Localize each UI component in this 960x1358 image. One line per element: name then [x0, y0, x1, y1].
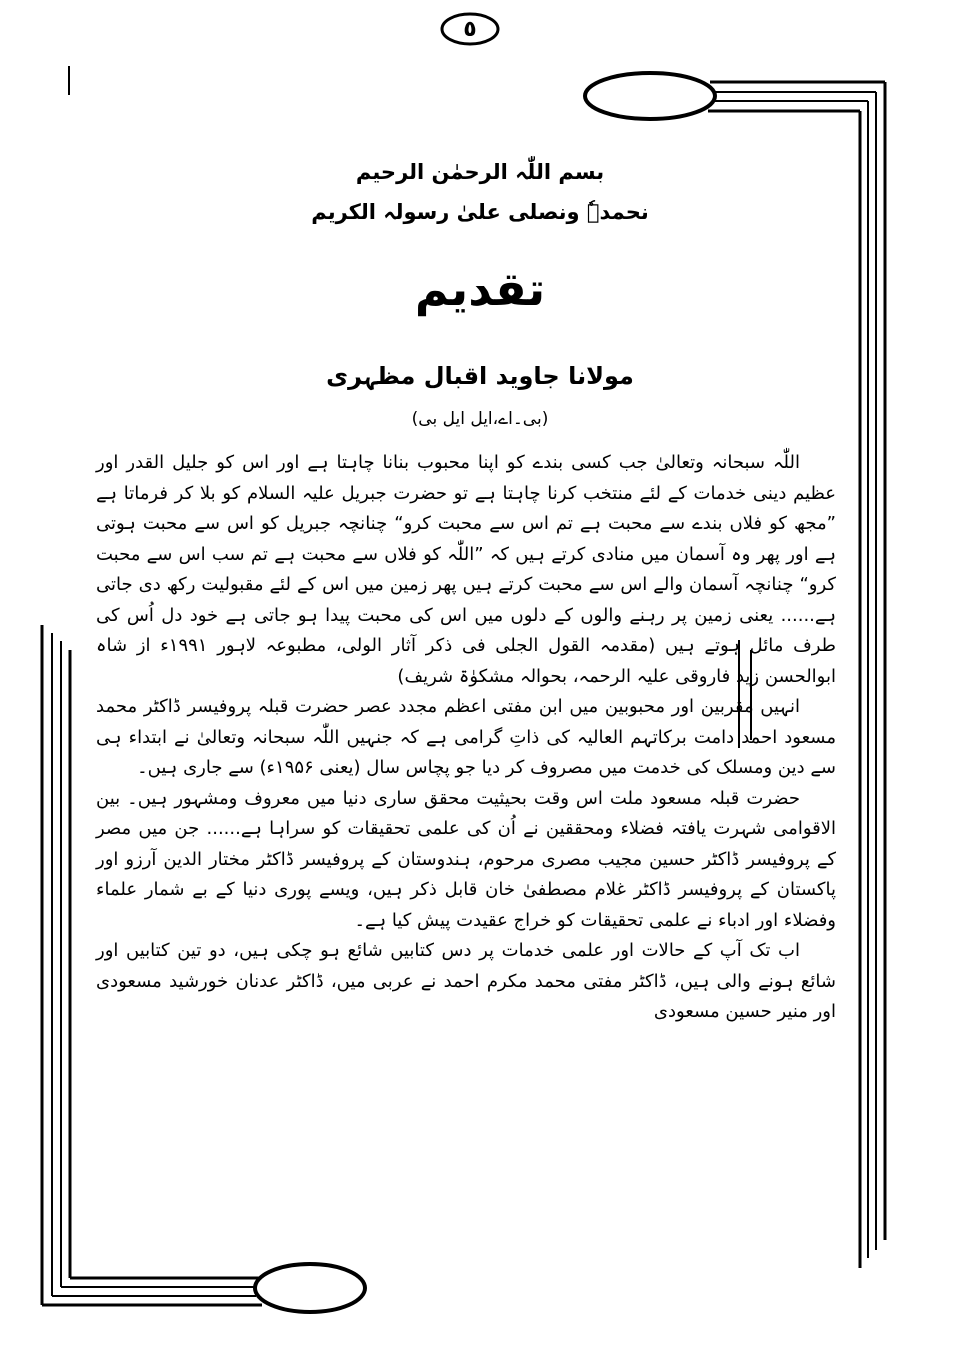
- bismillah-line: بسم اللّٰہ الرحمٰن الرحیم: [355, 160, 605, 184]
- page-title: تقدیم: [414, 262, 546, 316]
- author-name: مولانا جاوید اقبال مظہری: [326, 362, 634, 390]
- paragraph: انہیں مقربین اور محبوبین میں ابن مفتی اعظم مجدد عصر حضرت قبلہ پروفیسر ڈاکٹر محمد مسعود احمد دامت برکاتہم العالیہ کی ذاتِ گرامی ہے کہ جنہیں اللّٰہ سبحانہ وتعالیٰ نے ابتداء ہی سے دین ومسلک کی خدمت میں مصروف کر دیا جو پچاس سال (یعنی ۱۹۵۶ء) سے جاری ہیں۔: [96, 696, 836, 778]
- salutation-line: نحمدہٗ ونصلی علیٰ رسولہ الکریم: [311, 200, 649, 224]
- paragraph: اللّٰہ سبحانہ وتعالیٰ جب کسی بندے کو اپنا محبوب بنانا چاہتا ہے اور اس کو جلیل القدر اور عظیم دینی خدمات کے لئے منتخب کرنا چاہتا ہے تو حضرت جبریل علیہ السلام کو بلا کر فرماتا ہے ”مجھ کو فلاں بندے سے محبت ہے تم اس سے محبت کرو“ چنانچہ جبریل کو اس سے محبت ہوتی ہے اور پھر وہ آسمان میں منادی کرتے ہیں کہ ”اللّٰہ کو فلاں سے محبت ہے تم سب اس سے محبت کرو“ چنانچہ آسمان والے اس سے محبت کرتے ہیں پھر زمین میں اس کے لئے مقبولیت رکھ دی جاتی ہے...... یعنی زمین پر رہنے والوں کے دلوں میں اس کی محبت پیدا ہو جاتی ہے خود دل اُس کی طرف مائل ہوتے ہیں (مقدمہ القول الجلی فی ذکر آثار الولی، مطبوعہ لاہور ۱۹۹۱ء از شاہ ابوالحسن زید فاروقی علیہ الرحمہ، بحوالہ مشکوٰۃ شریف): [96, 452, 837, 687]
- paragraph: حضرت قبلہ مسعود ملت اس وقت بحیثیت محقق ساری دنیا میں معروف ومشہور ہیں۔ بین الاقوامی شہرت یافتہ فضلاء ومحققین نے اُن کی علمی تحقیقات کو سراہا ہے...... جن میں مصر کے پروفیسر ڈاکٹر حسین مجیب مصری مرحوم، ہندوستان کے پروفیسر ڈاکٹر مختار الدین آرزو اور پاکستان کے پروفیسر ڈاکٹر غلام مصطفیٰ خان قابل ذکر ہیں، ویسے پوری دنیا کے بے شمار علماء وفضلاء اور ادباء نے علمی تحقیقات کو خراج عقیدت پیش کیا ہے۔: [96, 787, 836, 931]
- bottom-oval-ornament: [255, 1264, 365, 1312]
- paragraph: اب تک آپ کے حالات اور علمی خدمات پر دس کتابیں شائع ہو چکی ہیں، دو تین کتابیں اور شائع ہونے والی ہیں، ڈاکٹر مفتی محمد مکرم احمد نے عربی میں، ڈاکٹر عدنان خورشید مسعودی اور منیر حسین مسعودی: [96, 940, 836, 1022]
- author-degree: (بی۔اے،ایل ایل بی): [411, 409, 549, 429]
- top-oval-ornament: [585, 73, 715, 119]
- body-text: [96, 448, 836, 1028]
- page-number: ٥: [463, 16, 477, 42]
